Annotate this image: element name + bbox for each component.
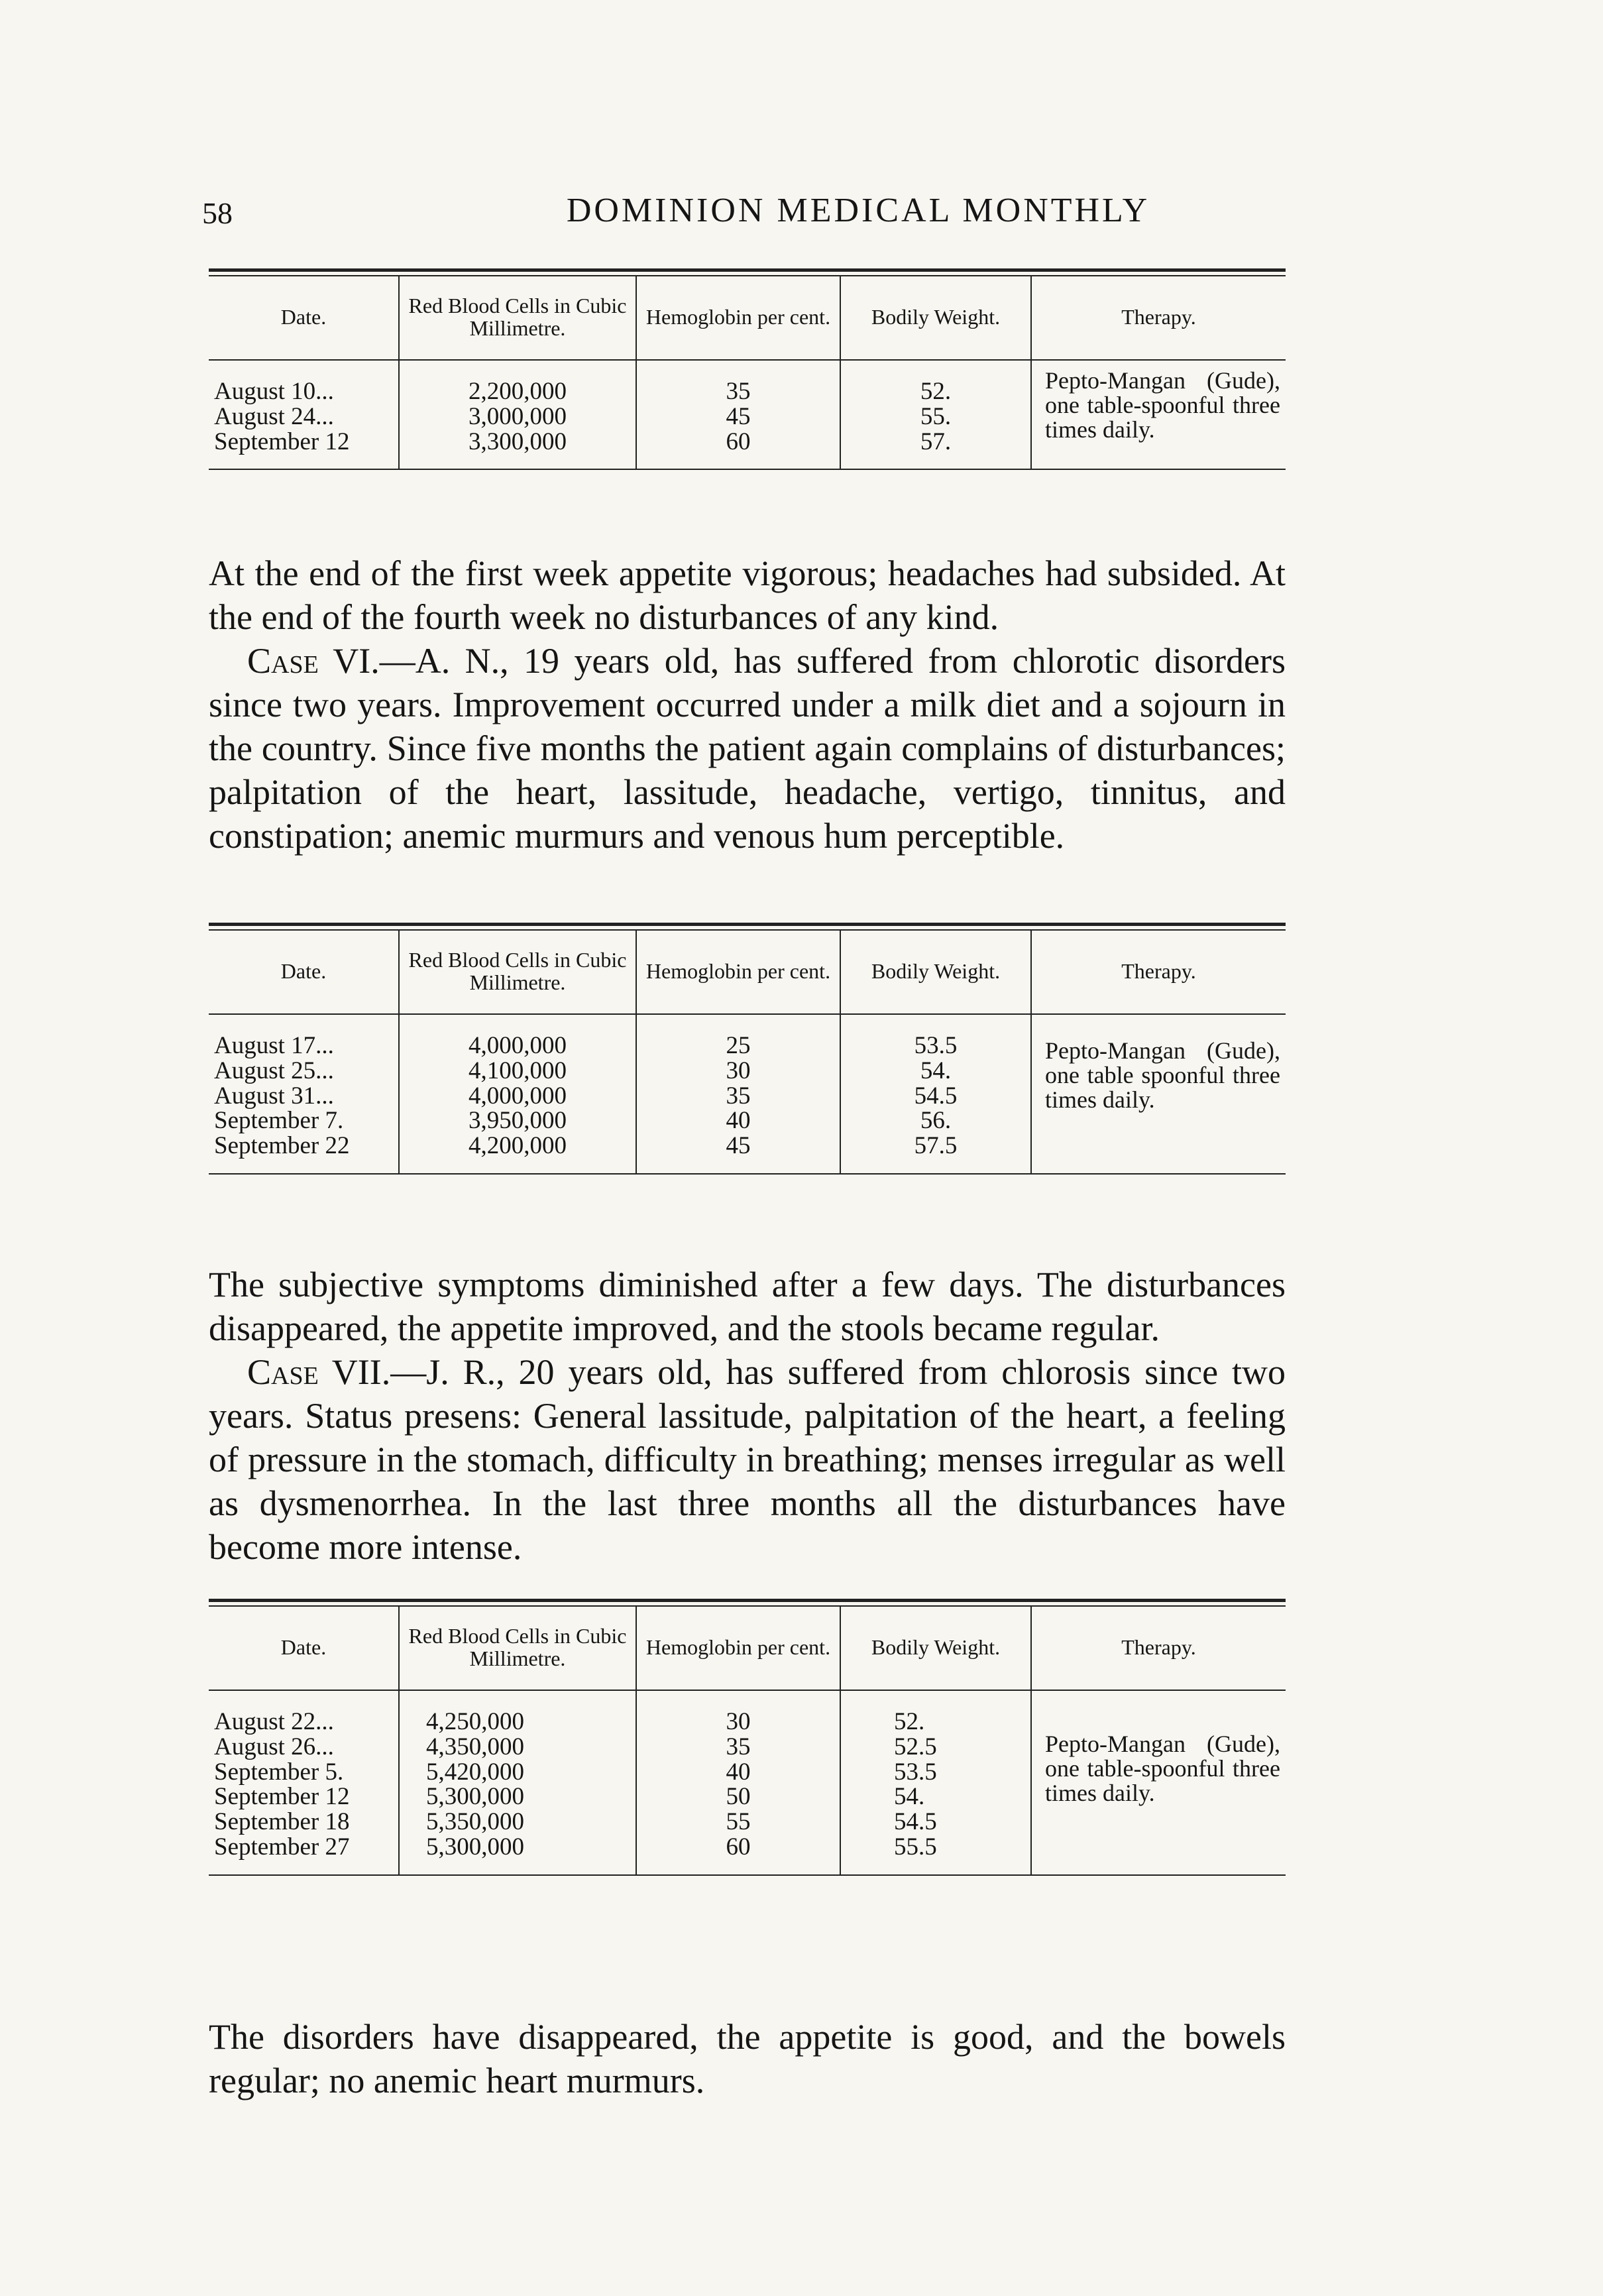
header-date: Date. bbox=[209, 276, 399, 360]
hemoglobin-cell: 40 bbox=[726, 1107, 751, 1135]
header-therapy: Therapy. bbox=[1031, 276, 1286, 360]
hemoglobin-cell: 35 bbox=[726, 378, 751, 406]
hemoglobin-cell: 60 bbox=[726, 1833, 751, 1861]
weight-cell: 52.5 bbox=[894, 1733, 937, 1760]
date-cell: August 24... bbox=[214, 402, 334, 430]
header-date: Date. bbox=[209, 1607, 399, 1690]
text-block-3 bbox=[209, 2015, 1286, 2102]
table-bottom-rule bbox=[209, 469, 1286, 470]
header-therapy: Therapy. bbox=[1031, 1607, 1286, 1690]
hemoglobin-cell: 35 bbox=[726, 1082, 751, 1110]
red-cells-cell: 4,100,000 bbox=[469, 1057, 567, 1084]
hemoglobin-cell: 35 bbox=[726, 1733, 751, 1760]
header-hemoglobin: Hemoglobin per cent. bbox=[636, 276, 840, 360]
table-top-rule bbox=[209, 923, 1286, 926]
table-bottom-rule bbox=[209, 1874, 1286, 1876]
date-cell: August 25... bbox=[214, 1057, 334, 1084]
page-number: 58 bbox=[202, 196, 233, 230]
weight-cell: 57.5 bbox=[914, 1132, 958, 1160]
weight-cell: 55. bbox=[920, 402, 952, 430]
date-cell: September 5. bbox=[214, 1758, 344, 1786]
table-row bbox=[209, 1014, 1286, 1173]
therapy-cell bbox=[1031, 1014, 1286, 1173]
hemoglobin-cell: 30 bbox=[726, 1057, 751, 1084]
red-cells-column bbox=[399, 360, 636, 469]
header-weight: Bodily Weight. bbox=[840, 1607, 1031, 1690]
red-cells-cell: 3,000,000 bbox=[469, 402, 567, 430]
date-cell: September 22 bbox=[214, 1132, 350, 1160]
date-cell: August 22... bbox=[214, 1708, 334, 1736]
header-therapy: Therapy. bbox=[1031, 931, 1286, 1014]
hemoglobin-cell: 30 bbox=[726, 1708, 751, 1736]
red-cells-cell: 5,350,000 bbox=[426, 1808, 524, 1836]
weight-cell: 54.5 bbox=[914, 1082, 958, 1110]
red-cells-cell: 3,950,000 bbox=[469, 1107, 567, 1135]
red-cells-cell: 5,300,000 bbox=[426, 1783, 524, 1811]
case-vii-paragraph bbox=[209, 1350, 1286, 1569]
hemoglobin-cell: 25 bbox=[726, 1032, 751, 1060]
date-column bbox=[209, 360, 399, 469]
hemoglobin-cell: 45 bbox=[726, 1132, 751, 1160]
header-date: Date. bbox=[209, 931, 399, 1014]
header-hemoglobin: Hemoglobin per cent. bbox=[636, 1607, 840, 1690]
hemoglobin-cell: 50 bbox=[726, 1783, 751, 1811]
red-cells-column bbox=[399, 1690, 636, 1874]
case-vi-text: —A. N., 19 years old, has suffered from chlorotic disorders since two years. Improvement occurred under a milk diet and a sojourn in the country. Since five months the patient again complains of disturbances; palpitation of the heart, lassitude, headache, vertigo, tinnitus, and constipation; anemic murmurs and venous hum perceptible. bbox=[209, 641, 1286, 856]
hemoglobin-cell: 55 bbox=[726, 1808, 751, 1836]
header-red-cells: Red Blood Cells in Cubic Millimetre. bbox=[399, 1607, 636, 1690]
table-top-rule bbox=[209, 1599, 1286, 1602]
table-row bbox=[209, 1690, 1286, 1874]
date-cell: August 26... bbox=[214, 1733, 334, 1760]
paragraph-disorders-disappeared: The disorders have disappeared, the appetite is good, and the bowels regular; no anemic heart murmurs. bbox=[209, 2017, 1286, 2100]
blood-table-2 bbox=[209, 923, 1286, 1175]
therapy-text: Pepto-Mangan (Gude), one table-spoonful three times daily. bbox=[1045, 1731, 1280, 1806]
case-vii-text: —J. R., 20 years old, has suffered from chlorosis since two years. Status presens: General lassitude, palpitation of the heart, a feeling of pressure in the stomach, difficulty in breathing; menses irregular as well as dysmenorrhea. In the last three months all the disturbances have become more intense. bbox=[209, 1352, 1286, 1567]
case-vii-label: Case VII. bbox=[247, 1352, 391, 1392]
hemoglobin-column bbox=[636, 1014, 840, 1173]
therapy-cell bbox=[1031, 360, 1286, 469]
hemoglobin-cell: 45 bbox=[726, 402, 751, 430]
weight-column bbox=[840, 360, 1031, 469]
case-vi-label: Case VI. bbox=[247, 641, 380, 681]
table-bottom-rule bbox=[209, 1173, 1286, 1175]
date-cell: August 10... bbox=[214, 378, 334, 406]
weight-cell: 57. bbox=[920, 428, 952, 455]
header-weight: Bodily Weight. bbox=[840, 276, 1031, 360]
hemoglobin-column bbox=[636, 360, 840, 469]
blood-table-3 bbox=[209, 1599, 1286, 1876]
journal-title: DOMINION MEDICAL MONTHLY bbox=[566, 192, 1150, 229]
date-cell: August 17... bbox=[214, 1032, 334, 1060]
table-top-rule bbox=[209, 268, 1286, 272]
case-vi-paragraph bbox=[209, 639, 1286, 858]
date-column bbox=[209, 1690, 399, 1874]
date-cell: September 12 bbox=[214, 428, 350, 455]
header-weight: Bodily Weight. bbox=[840, 931, 1031, 1014]
running-head bbox=[0, 191, 1465, 230]
therapy-text: Pepto-Mangan (Gude), one table spoonful three times daily. bbox=[1045, 1037, 1280, 1113]
header-red-cells: Red Blood Cells in Cubic Millimetre. bbox=[399, 931, 636, 1014]
red-cells-cell: 4,000,000 bbox=[469, 1032, 567, 1060]
red-cells-cell: 2,200,000 bbox=[469, 378, 567, 406]
weight-cell: 54. bbox=[894, 1783, 925, 1811]
weight-column bbox=[840, 1690, 1031, 1874]
date-cell: August 31... bbox=[214, 1082, 334, 1110]
table-row bbox=[209, 360, 1286, 469]
weight-cell: 52. bbox=[920, 378, 952, 406]
therapy-cell bbox=[1031, 1690, 1286, 1874]
hemoglobin-column bbox=[636, 1690, 840, 1874]
date-cell: September 7. bbox=[214, 1107, 344, 1135]
weight-column bbox=[840, 1014, 1031, 1173]
red-cells-cell: 4,200,000 bbox=[469, 1132, 567, 1160]
weight-cell: 55.5 bbox=[894, 1833, 937, 1861]
date-cell: September 12 bbox=[214, 1783, 350, 1811]
therapy-text: Pepto-Mangan (Gude), one table-spoonful three times daily. bbox=[1045, 367, 1280, 443]
red-cells-cell: 5,300,000 bbox=[426, 1833, 524, 1861]
red-cells-cell: 4,250,000 bbox=[426, 1708, 524, 1736]
header-hemoglobin: Hemoglobin per cent. bbox=[636, 931, 840, 1014]
blood-table-1 bbox=[209, 268, 1286, 470]
paragraph-first-week: At the end of the first week appetite vigorous; headaches had subsided. At the end of the fourth week no disturbances of any kind. bbox=[209, 553, 1286, 637]
hemoglobin-cell: 40 bbox=[726, 1758, 751, 1786]
red-cells-cell: 5,420,000 bbox=[426, 1758, 524, 1786]
red-cells-cell: 4,350,000 bbox=[426, 1733, 524, 1760]
red-cells-cell: 4,000,000 bbox=[469, 1082, 567, 1110]
weight-cell: 54.5 bbox=[894, 1808, 937, 1836]
weight-cell: 54. bbox=[920, 1057, 952, 1084]
header-red-cells: Red Blood Cells in Cubic Millimetre. bbox=[399, 276, 636, 360]
weight-cell: 52. bbox=[894, 1708, 925, 1736]
red-cells-cell: 3,300,000 bbox=[469, 428, 567, 455]
weight-cell: 53.5 bbox=[894, 1758, 937, 1786]
hemoglobin-cell: 60 bbox=[726, 428, 751, 455]
red-cells-column bbox=[399, 1014, 636, 1173]
weight-cell: 53.5 bbox=[914, 1032, 958, 1060]
date-column bbox=[209, 1014, 399, 1173]
text-block-1 bbox=[209, 551, 1286, 858]
paragraph-subjective-symptoms: The subjective symptoms diminished after a few days. The disturbances disappeared, the appetite improved, and the stools became regular. bbox=[209, 1265, 1286, 1348]
date-cell: September 27 bbox=[214, 1833, 350, 1861]
weight-cell: 56. bbox=[920, 1107, 952, 1135]
text-block-2 bbox=[209, 1263, 1286, 1569]
date-cell: September 18 bbox=[214, 1808, 350, 1836]
